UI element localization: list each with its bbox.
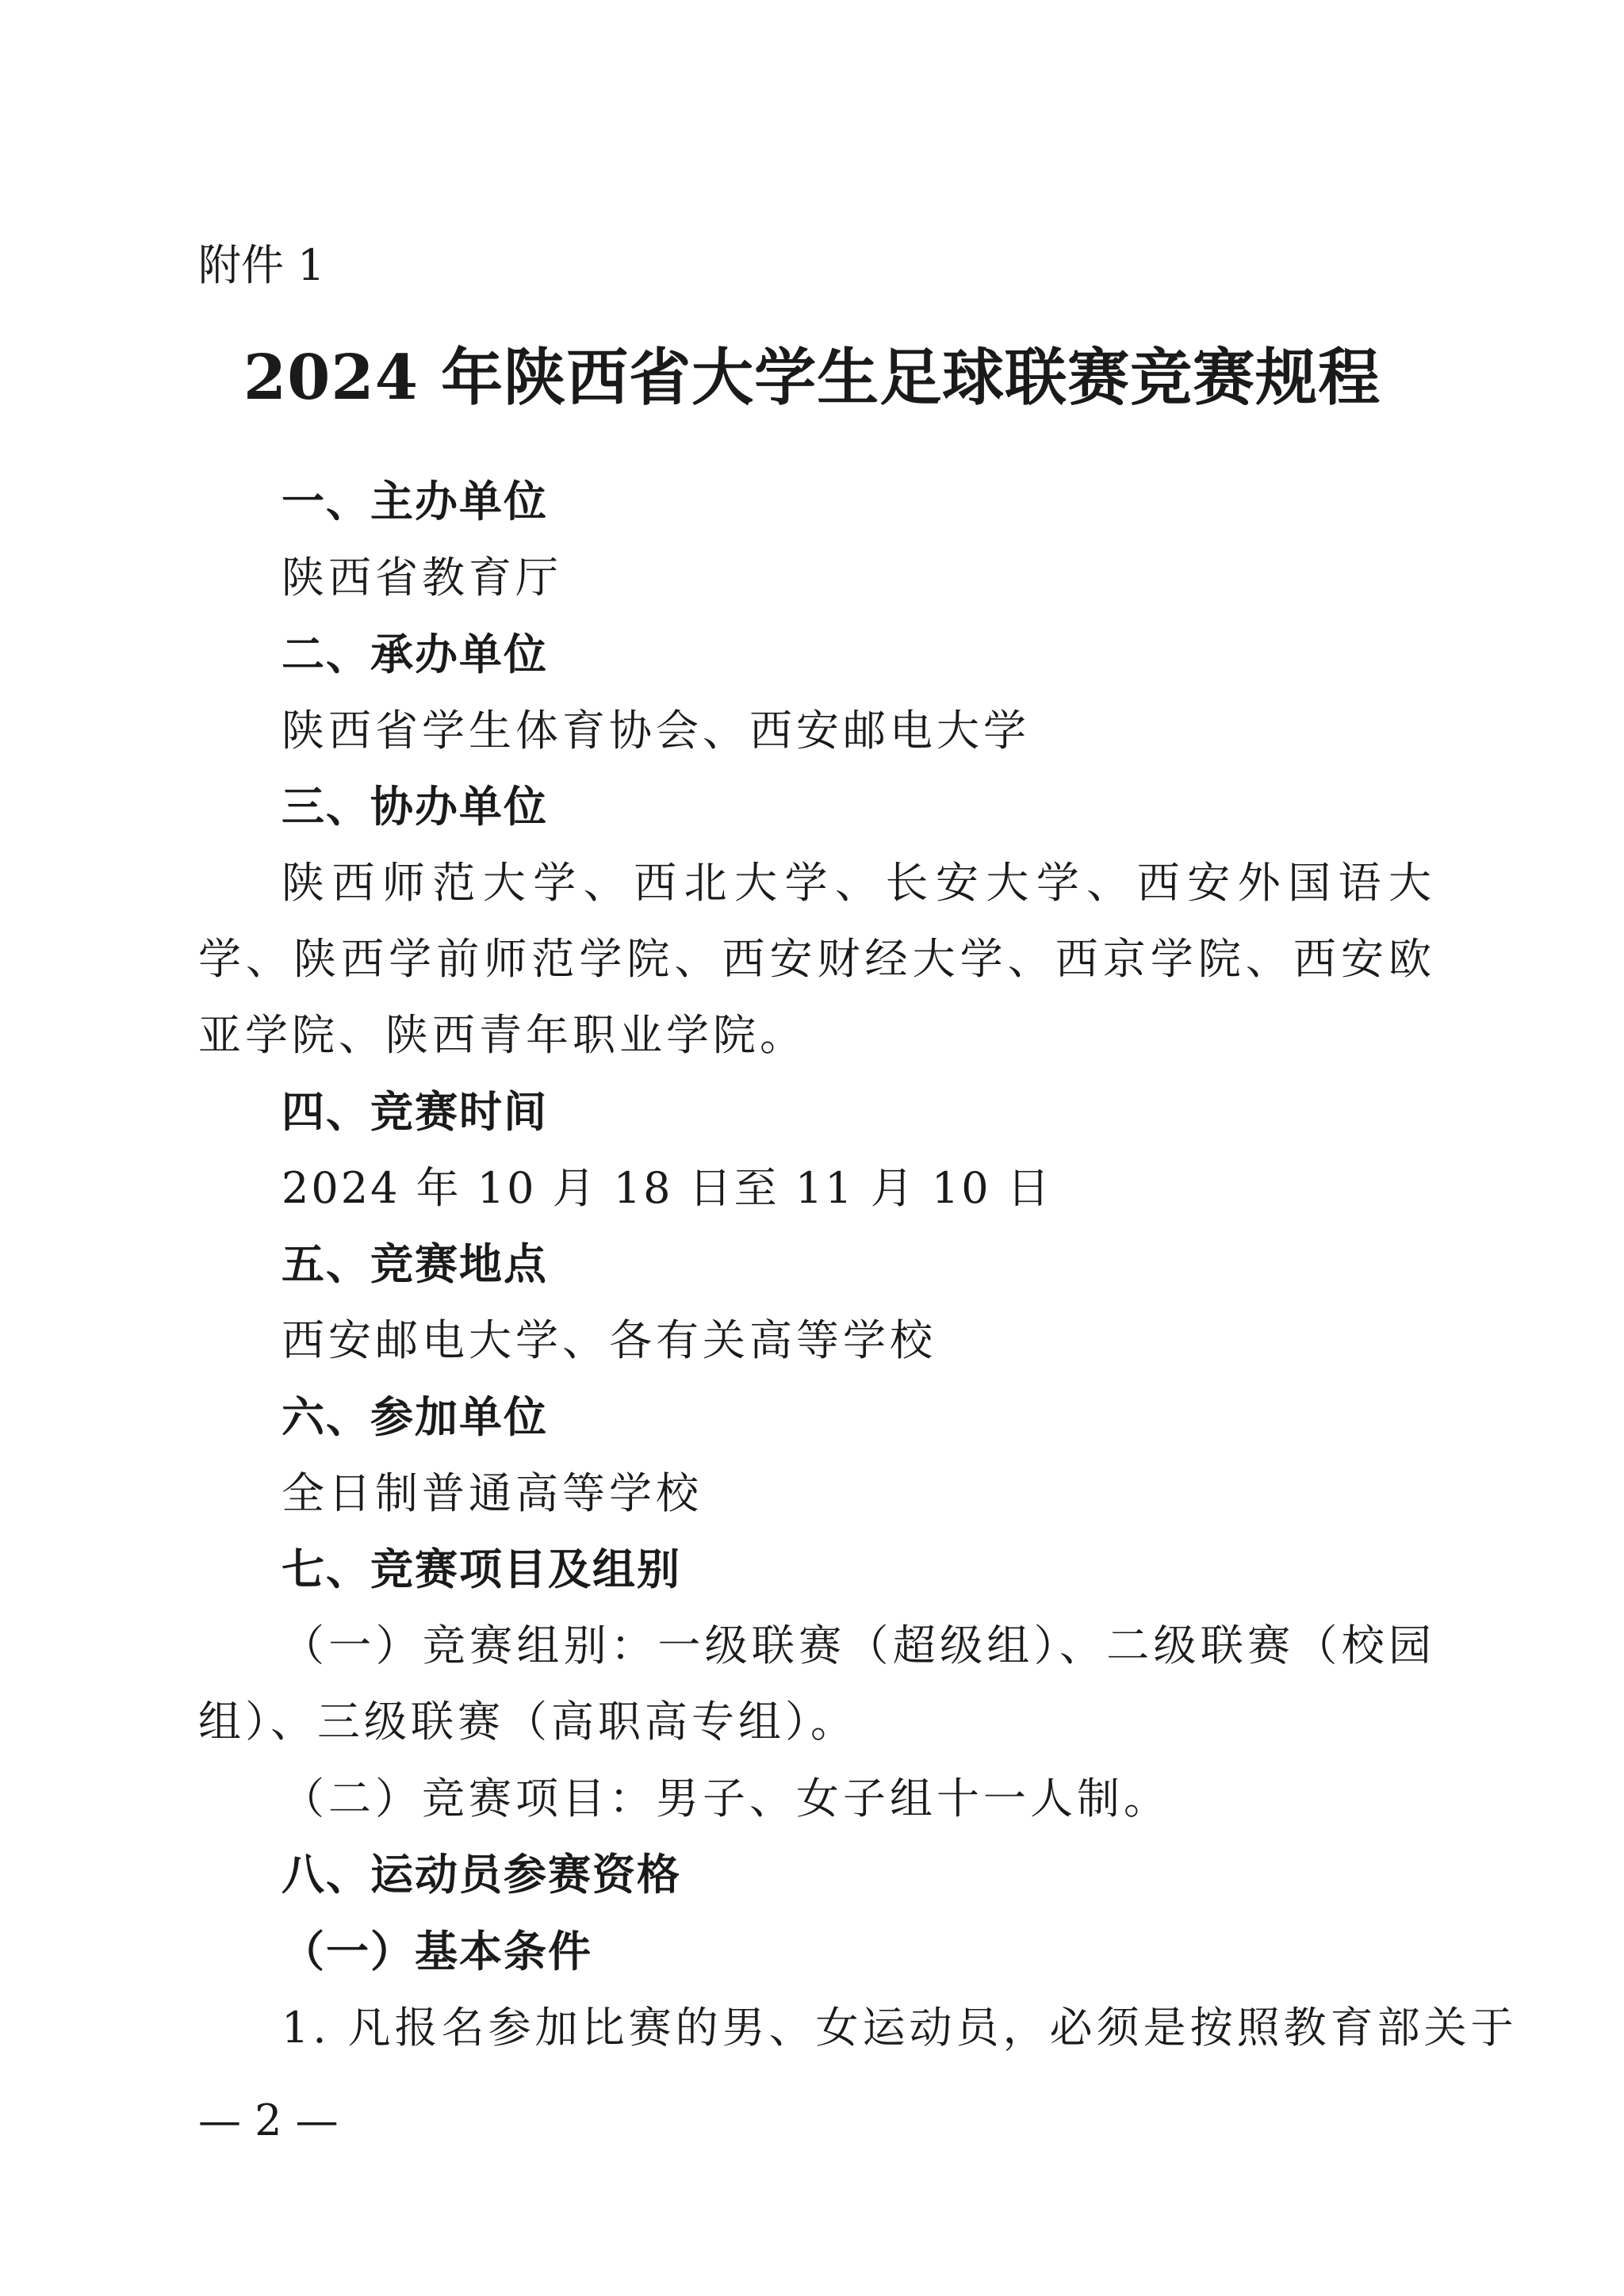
section-text-time: 2024 年 10 月 18 日至 11 月 10 日: [282, 1163, 1052, 1213]
section-heading-eligibility: 八、运动员参赛资格: [282, 1850, 681, 1900]
section-text-event-items: （二）竞赛项目：男子、女子组十一人制。: [282, 1774, 1170, 1823]
section-heading-participants: 六、参加单位: [282, 1392, 548, 1442]
page-number: — 2 —: [198, 2095, 339, 2145]
subsection-heading-basic-conditions: （一）基本条件: [282, 1927, 592, 1976]
section-heading-events: 七、竞赛项目及组别: [282, 1544, 681, 1594]
section-text-participants: 全日制普通高等学校: [282, 1468, 703, 1518]
section-text-basic-condition-1: 1. 凡报名参加比赛的男、女运动员，必须是按照教育部关于: [282, 2003, 1518, 2053]
section-text-organizer: 陕西省教育厅: [282, 553, 562, 603]
section-heading-organizer: 一、主办单位: [282, 476, 548, 526]
section-heading-venue: 五、竞赛地点: [282, 1239, 548, 1289]
section-heading-host: 二、承办单位: [282, 629, 548, 679]
attachment-label: 附件 1: [198, 240, 325, 290]
section-heading-time: 四、竞赛时间: [282, 1087, 548, 1137]
section-heading-co-organizer: 三、协办单位: [282, 782, 548, 832]
section-text-event-groups: （一）竞赛组别：一级联赛（超级组）、二级联赛（校园组）、三级联赛（高职高专组）。: [198, 1621, 1435, 1747]
document-title: 2024 年陕西省大学生足球联赛竞赛规程: [243, 342, 1381, 414]
section-text-co-organizer: 陕西师范大学、西北大学、长安大学、西安外国语大学、陕西学前师范学院、西安财经大学、西京学院、西安欧亚学院、陕西青年职业学院。: [198, 858, 1435, 1060]
section-text-host: 陕西省学生体育协会、西安邮电大学: [282, 706, 1030, 756]
section-text-venue: 西安邮电大学、各有关高等学校: [282, 1315, 936, 1365]
